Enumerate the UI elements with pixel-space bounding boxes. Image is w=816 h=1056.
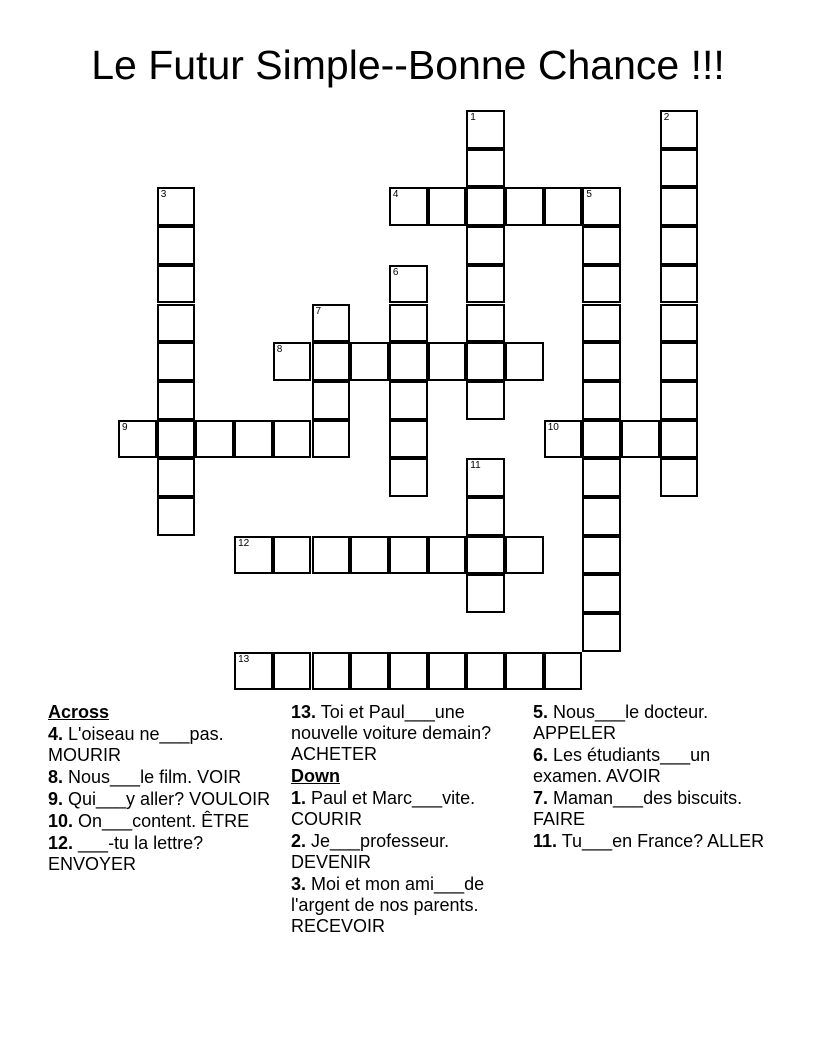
grid-cell[interactable] <box>660 226 699 265</box>
clues-column-3 <box>533 702 773 853</box>
grid-cell[interactable] <box>660 458 699 497</box>
clue-number: 1. <box>291 788 307 808</box>
clue-item <box>291 788 526 830</box>
clue-text: Toi et Paul___une nouvelle voiture demain? ACHETER <box>291 702 492 764</box>
clue-item <box>291 831 526 873</box>
clue-text: Paul et Marc___vite. COURIR <box>291 788 476 829</box>
grid-cell[interactable] <box>660 187 699 226</box>
clue-item <box>533 745 773 787</box>
grid-cell[interactable] <box>234 420 273 459</box>
clue-number-label: 2 <box>663 112 670 123</box>
grid-cell[interactable] <box>350 342 389 381</box>
clue-item <box>48 789 278 810</box>
grid-cell[interactable] <box>157 342 196 381</box>
clue-number: 12. <box>48 833 74 853</box>
clue-item <box>291 874 526 937</box>
clue-number: 9. <box>48 789 64 809</box>
clue-number-label: 7 <box>315 305 322 317</box>
clue-text: Nous___le docteur. APPELER <box>533 702 709 743</box>
grid-cell[interactable] <box>389 536 428 575</box>
clue-number: 6. <box>533 745 549 765</box>
grid-cell[interactable] <box>582 381 621 420</box>
grid-cell[interactable] <box>582 536 621 575</box>
grid-cell[interactable] <box>660 304 699 343</box>
grid-cell[interactable] <box>582 497 621 536</box>
grid-cell[interactable] <box>466 265 505 304</box>
grid-cell[interactable] <box>350 536 389 575</box>
grid-cell[interactable] <box>157 226 196 265</box>
clue-number-label: 3 <box>160 189 167 201</box>
clues-column-2 <box>291 702 526 938</box>
clue-item <box>533 788 773 830</box>
clues-column-1 <box>48 702 278 876</box>
clue-number-label: 9 <box>122 421 128 433</box>
clue-text: Les étudiants___un examen. AVOIR <box>533 745 711 786</box>
grid-cell[interactable] <box>273 652 312 691</box>
grid-cell[interactable] <box>389 652 428 691</box>
grid-cell[interactable] <box>660 265 699 304</box>
grid-cell[interactable] <box>157 381 196 420</box>
grid-cell[interactable] <box>157 420 196 459</box>
clue-item <box>533 702 773 744</box>
grid-cell[interactable] <box>582 458 621 497</box>
grid-cell[interactable] <box>312 420 351 459</box>
grid-cell[interactable] <box>505 187 544 226</box>
grid-cell[interactable] <box>273 342 312 381</box>
grid-cell[interactable] <box>544 420 583 459</box>
clue-item <box>48 811 278 832</box>
grid-cell[interactable] <box>466 110 505 149</box>
clue-number: 3. <box>291 874 307 894</box>
grid-cell[interactable] <box>621 420 660 459</box>
clue-number-label: 11 <box>470 460 481 472</box>
grid-cell[interactable] <box>466 304 505 343</box>
grid-cell[interactable] <box>660 420 699 459</box>
grid-cell[interactable] <box>273 420 312 459</box>
grid-cell[interactable] <box>466 536 505 575</box>
clue-text: Nous___le film. VOIR <box>63 767 242 787</box>
clue-text: ___-tu la lettre? ENVOYER <box>48 833 204 874</box>
grid-cell[interactable] <box>389 304 428 343</box>
clue-number: 7. <box>533 788 549 808</box>
grid-cell[interactable] <box>157 304 196 343</box>
grid-cell[interactable] <box>428 652 467 691</box>
clue-text: Maman___des biscuits. FAIRE <box>533 788 743 829</box>
grid-cell[interactable] <box>428 187 467 226</box>
grid-cell[interactable] <box>428 536 467 575</box>
grid-cell[interactable] <box>234 652 273 691</box>
clue-text: Moi et mon ami___de l'argent de nos parents. RECEVOIR <box>291 874 485 936</box>
grid-cell[interactable] <box>389 458 428 497</box>
grid-cell[interactable] <box>544 187 583 226</box>
grid-cell[interactable] <box>389 420 428 459</box>
clue-text: Je___professeur. DEVENIR <box>291 831 450 872</box>
clue-text: Qui___y aller? VOULOIR <box>63 789 271 809</box>
clue-number: 11. <box>533 831 558 851</box>
clue-section-header: Down <box>291 766 340 786</box>
grid-cell[interactable] <box>660 149 699 188</box>
clue-section-header: Across <box>48 702 110 722</box>
grid-cell[interactable] <box>582 187 621 226</box>
clue-text: Tu___en France? ALLER <box>557 831 765 851</box>
grid-cell[interactable] <box>157 497 196 536</box>
grid-cell[interactable] <box>195 420 234 459</box>
clue-number: 10. <box>48 811 74 831</box>
grid-cell[interactable] <box>273 536 312 575</box>
clue-text: L'oiseau ne___pas. MOURIR <box>48 724 224 765</box>
grid-cell[interactable] <box>660 342 699 381</box>
grid-cell[interactable] <box>389 342 428 381</box>
clue-number-label: 5 <box>586 189 592 201</box>
grid-cell[interactable] <box>234 536 273 575</box>
clue-item <box>533 831 773 852</box>
grid-cell[interactable] <box>505 536 544 575</box>
clue-number-label: 1 <box>470 112 476 123</box>
grid-cell[interactable] <box>466 342 505 381</box>
clue-number-label: 12 <box>238 537 250 549</box>
grid-cell[interactable] <box>389 381 428 420</box>
clue-number-label: 6 <box>392 266 399 278</box>
grid-cell[interactable] <box>582 265 621 304</box>
grid-cell[interactable] <box>312 536 351 575</box>
clue-number: 2. <box>291 831 307 851</box>
grid-cell[interactable] <box>466 497 505 536</box>
clue-number: 5. <box>533 702 549 722</box>
grid-cell[interactable] <box>389 265 428 304</box>
clue-item <box>291 702 526 765</box>
clue-item <box>48 833 278 875</box>
clue-number-label: 8 <box>276 344 283 356</box>
grid-cell[interactable] <box>466 187 505 226</box>
grid-cell[interactable] <box>466 652 505 691</box>
clue-number-label: 13 <box>238 653 250 665</box>
grid-cell[interactable] <box>312 381 351 420</box>
page-title: Le Futur Simple--Bonne Chance !!! <box>91 42 725 88</box>
grid-cell[interactable] <box>157 187 196 226</box>
grid-cell[interactable] <box>428 342 467 381</box>
grid-cell[interactable] <box>312 342 351 381</box>
grid-cell[interactable] <box>582 226 621 265</box>
grid-cell[interactable] <box>582 304 621 343</box>
grid-cell[interactable] <box>389 187 428 226</box>
clue-number: 8. <box>48 767 64 787</box>
clue-number: 4. <box>48 724 64 744</box>
grid-cell[interactable] <box>505 652 544 691</box>
clue-item <box>48 724 278 766</box>
grid-cell[interactable] <box>466 381 505 420</box>
clue-item <box>48 767 278 788</box>
grid-cell[interactable] <box>582 342 621 381</box>
grid-cell[interactable] <box>544 652 583 691</box>
grid-cell[interactable] <box>350 652 389 691</box>
grid-cell[interactable] <box>466 574 505 613</box>
grid-cell[interactable] <box>582 574 621 613</box>
grid-cell[interactable] <box>312 652 351 691</box>
grid-cell[interactable] <box>660 381 699 420</box>
grid-cell[interactable] <box>466 226 505 265</box>
clue-number-label: 10 <box>547 421 559 433</box>
grid-cell[interactable] <box>157 265 196 304</box>
grid-cell[interactable] <box>582 420 621 459</box>
grid-cell[interactable] <box>118 420 157 459</box>
grid-cell[interactable] <box>505 342 544 381</box>
grid-cell[interactable] <box>466 149 505 188</box>
grid-cell[interactable] <box>660 110 699 149</box>
grid-cell[interactable] <box>466 458 505 497</box>
grid-cell[interactable] <box>582 613 621 652</box>
grid-cell[interactable] <box>157 458 196 497</box>
clue-number-label: 4 <box>392 189 399 201</box>
clue-text: On___content. ÊTRE <box>73 811 250 831</box>
clue-number: 13. <box>291 702 317 722</box>
grid-cell[interactable] <box>312 304 351 343</box>
